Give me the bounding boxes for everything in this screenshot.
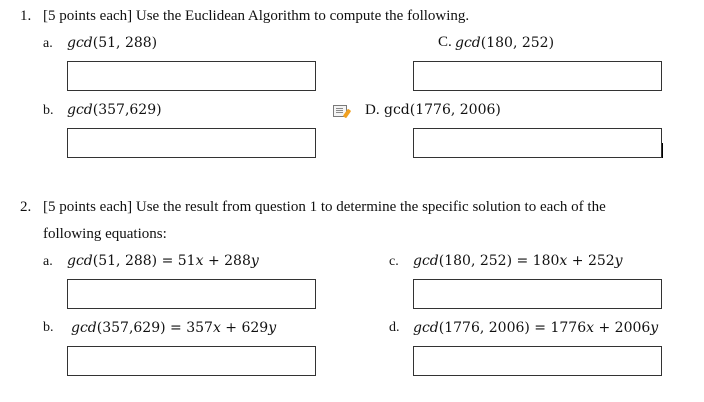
q2b-answer-box[interactable] [67, 346, 316, 376]
q1b-answer-box[interactable] [67, 128, 316, 158]
q2-prompt-line1: [5 points each] Use the result from question 1 to determine the specific solution to each of the [43, 199, 606, 215]
q1c-label: C. [438, 34, 452, 50]
q1d-expression: gcd(1776, 2006) [384, 102, 501, 118]
edit-field-icon[interactable] [333, 105, 347, 117]
q2b-equation: gcd(357,629) = 357x + 629y [71, 320, 277, 336]
q1d-answer-input[interactable] [414, 129, 661, 157]
q2c-answer-box[interactable] [413, 279, 662, 309]
q2d-label: d. [389, 320, 400, 335]
q2d-equation: gcd(1776, 2006) = 1776x + 2006y [413, 320, 659, 336]
q1a-label: a. [43, 36, 53, 51]
text-cursor [662, 143, 663, 158]
q2b-label: b. [43, 320, 54, 335]
q1b-label: b. [43, 103, 54, 118]
q1a-answer-input[interactable] [68, 62, 315, 90]
q1d-label: D. [365, 102, 380, 118]
q2-number: 2. [20, 199, 32, 215]
q1c-answer-input[interactable] [414, 62, 661, 90]
q1a-answer-box[interactable] [67, 61, 316, 91]
q1b-answer-input[interactable] [68, 129, 315, 157]
q1-number: 1. [20, 8, 32, 24]
q2-prompt-line2: following equations: [43, 226, 167, 242]
q2c-equation: gcd(180, 252) = 180x + 252y [413, 253, 623, 269]
q2b-answer-input[interactable] [68, 347, 315, 375]
q1d-answer-box[interactable] [413, 128, 662, 158]
q1c-expression: gcd(180, 252) [455, 35, 555, 51]
q2a-answer-input[interactable] [68, 280, 315, 308]
q1b-expression: gcd(357,629) [67, 102, 162, 118]
q2d-answer-input[interactable] [414, 347, 661, 375]
q2a-label: a. [43, 254, 53, 269]
q2d-answer-box[interactable] [413, 346, 662, 376]
q2a-equation: gcd(51, 288) = 51x + 288y [67, 253, 259, 269]
q2c-answer-input[interactable] [414, 280, 661, 308]
q2a-answer-box[interactable] [67, 279, 316, 309]
q1a-expression: gcd(51, 288) [67, 35, 158, 51]
q1-prompt: [5 points each] Use the Euclidean Algorithm to compute the following. [43, 8, 470, 24]
q1c-answer-box[interactable] [413, 61, 662, 91]
q2c-label: c. [389, 254, 399, 269]
